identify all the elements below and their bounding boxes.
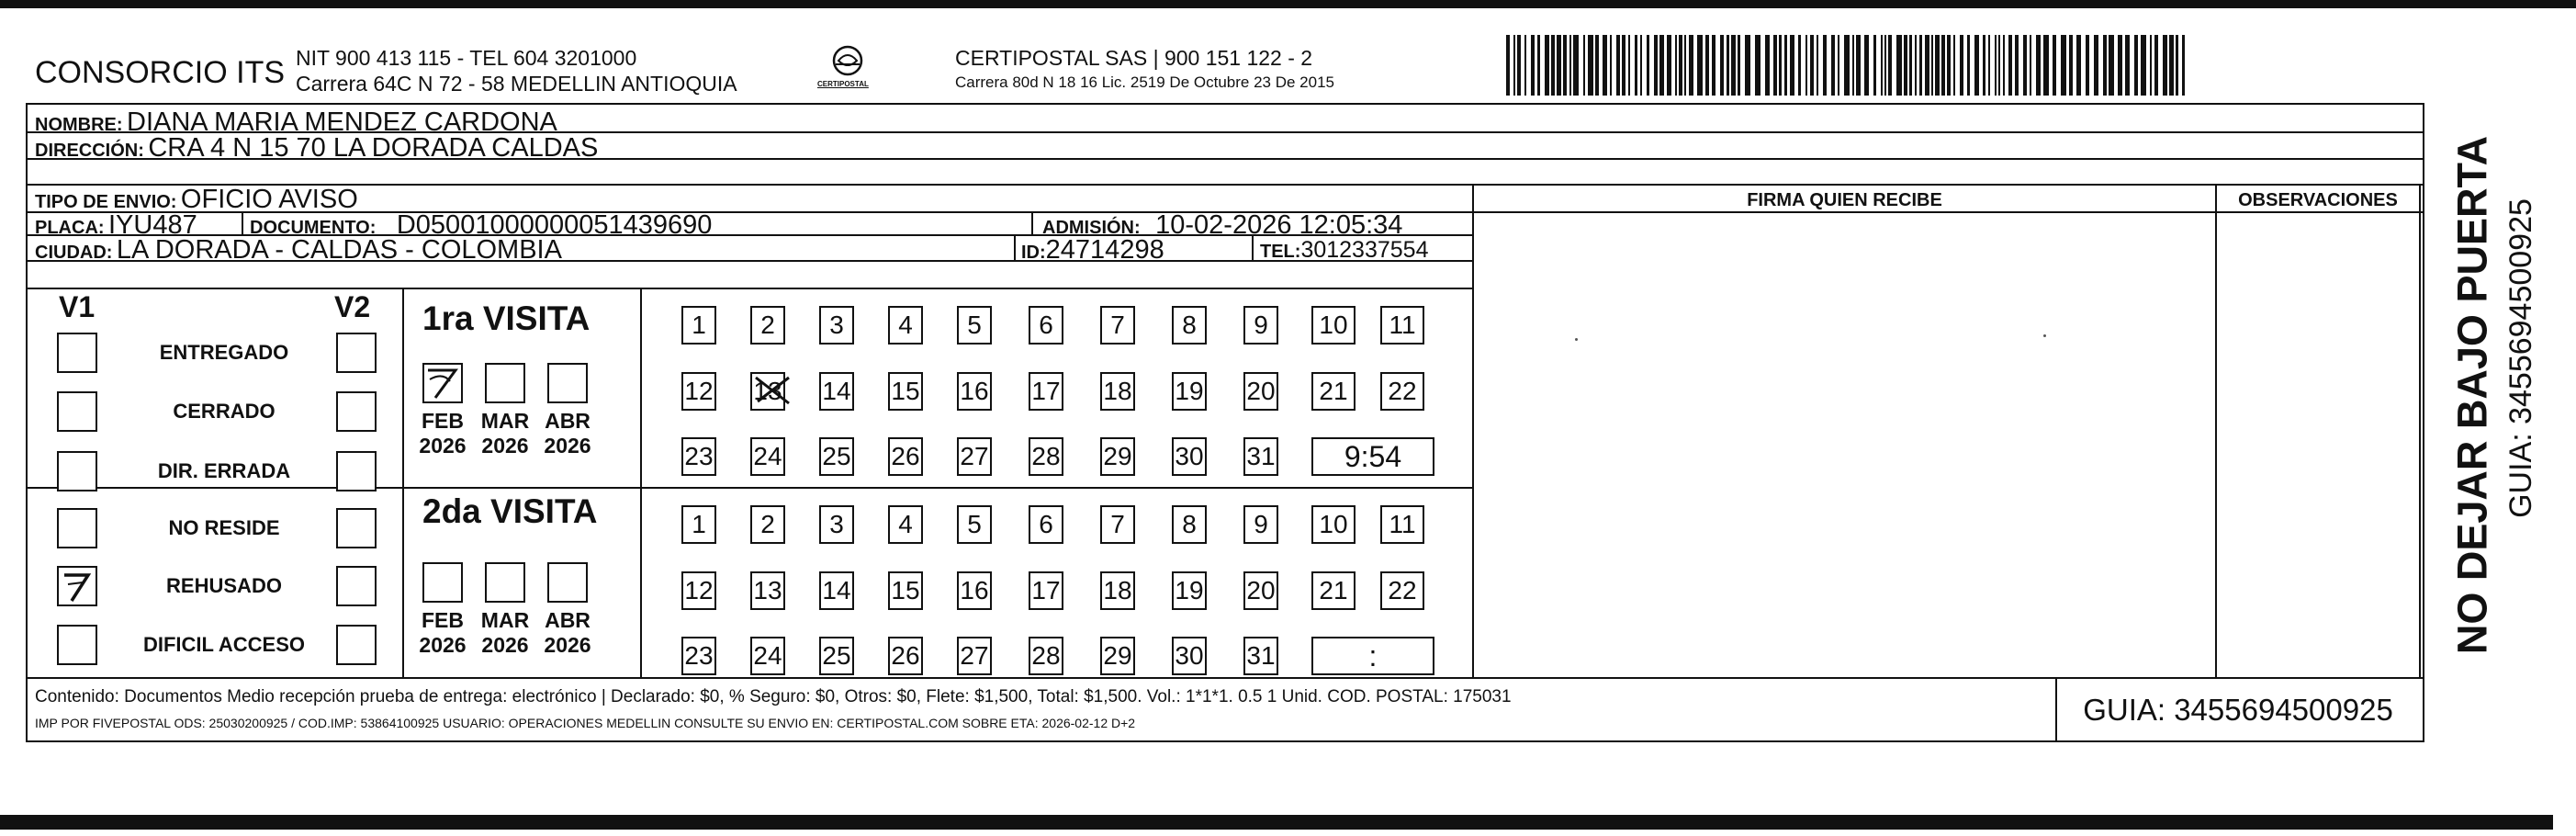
month-checkbox [422, 363, 463, 403]
day-cell: 6 [1029, 306, 1063, 345]
status-v1-checkbox [57, 625, 97, 665]
direccion-label: DIRECCIÓN: [35, 141, 144, 161]
day-cell: 11 [1380, 505, 1424, 544]
status-label: ENTREGADO [159, 341, 289, 364]
day-cell: 30 [1172, 437, 1207, 476]
day-cell: 26 [888, 637, 923, 675]
status-v2-checkbox [336, 566, 377, 606]
day-cell: 22 [1380, 372, 1424, 411]
barcode-bar [1995, 35, 1997, 96]
day-cell: 18 [1100, 571, 1135, 610]
tipo-envio-label: TIPO DE ENVIO: [35, 192, 177, 212]
day-cell: 18 [1100, 372, 1135, 411]
day-cell: 9 [1243, 306, 1278, 345]
day-cell: 13 [750, 571, 785, 610]
barcode-bar [1773, 35, 1777, 96]
row-line [28, 487, 1474, 489]
top-border-bar [0, 0, 2576, 8]
day-cell: 10 [1311, 505, 1355, 544]
nombre-value: DIANA MARIA MENDEZ CARDONA [127, 107, 557, 137]
id-label: ID: [1021, 243, 1046, 263]
v2-header: V2 [334, 290, 371, 323]
scan-dot [2043, 334, 2046, 337]
barcode-bar [1817, 35, 1818, 96]
admision-value: 10-02-2026 12:05:34 [1155, 210, 1403, 240]
day-cell: 29 [1100, 637, 1135, 675]
month-label: ABR 2026 [544, 608, 591, 658]
barcode-bar [1720, 35, 1724, 96]
month-label: MAR 2026 [480, 409, 530, 458]
barcode-bar [2103, 35, 2107, 96]
day-cell: 12 [681, 571, 716, 610]
month-checkbox [485, 562, 525, 603]
barcode-bar [2109, 35, 2114, 96]
day-cell: 23 [681, 437, 716, 476]
status-label: REHUSADO [166, 574, 282, 597]
day-cell: 3 [819, 505, 854, 544]
barcode-bar [1983, 35, 1985, 96]
footer-guia: GUIA: 3455694500925 [2083, 693, 2393, 727]
row-line [28, 184, 2424, 186]
status-v1-checkbox [57, 391, 97, 432]
day-cell: 27 [957, 437, 992, 476]
day-cell: 9 [1243, 505, 1278, 544]
placa-value: IYU487 [108, 210, 197, 240]
day-cell: 10 [1311, 306, 1355, 345]
barcode-bar [2154, 35, 2158, 96]
barcode-bar [1635, 35, 1637, 96]
month-label: ABR 2026 [544, 409, 591, 458]
barcode-bar [1909, 35, 1912, 96]
barcode-bar [1823, 35, 1827, 96]
side-guia: GUIA: 3455694500925 [2503, 198, 2538, 518]
status-v1-checkbox [57, 451, 97, 491]
barcode-bar [1755, 35, 1760, 96]
day-cell: 13 [750, 372, 785, 411]
day-cell: 4 [888, 306, 923, 345]
barcode-bar [2125, 35, 2130, 96]
day-cell: 25 [819, 437, 854, 476]
barcode-bar [1573, 35, 1579, 96]
scan-dot [1575, 338, 1578, 341]
barcode-bar [1679, 35, 1682, 96]
barcode-bar [1610, 35, 1612, 96]
status-v2-checkbox [336, 625, 377, 665]
status-v2-checkbox [336, 451, 377, 491]
barcode-bar [2176, 35, 2178, 96]
barcode-bar [1888, 35, 1892, 96]
status-v1-checkbox [57, 508, 97, 548]
barcode-bar [1545, 35, 1549, 96]
company-address: Carrera 64C N 72 - 58 MEDELLIN ANTIOQUIA [296, 72, 737, 96]
barcode-bar [1925, 35, 1929, 96]
firma-header: FIRMA QUIEN RECIBE [1747, 190, 1942, 210]
barcode-bar [1603, 35, 1607, 96]
day-cell: 20 [1243, 571, 1278, 610]
tel-value: 3012337554 [1300, 237, 1429, 263]
barcode-bar [1960, 35, 1963, 96]
month-checkbox [485, 363, 525, 403]
barcode-bar [1896, 35, 1902, 96]
barcode-bar [1779, 35, 1782, 96]
barcode-bar [1904, 35, 1907, 96]
nombre-label: NOMBRE: [35, 115, 123, 135]
documento-value: D05001000000051439690 [396, 210, 713, 240]
day-cell: 11 [1380, 306, 1424, 345]
column-divider [640, 288, 642, 677]
barcode-bar [2061, 35, 2066, 96]
barcode-bar [1988, 35, 1990, 96]
barcode-bar [2094, 35, 2098, 96]
barcode-bar [1557, 35, 1561, 96]
barcode-bar [1551, 35, 1555, 96]
barcode-bar [2003, 35, 2005, 96]
barcode-bar [2134, 35, 2138, 96]
barcode-bar [1784, 35, 1787, 96]
v1-header: V1 [59, 290, 96, 323]
barcode-bar [2043, 35, 2049, 96]
barcode-bar [2023, 35, 2027, 96]
day-cell: 20 [1243, 372, 1278, 411]
barcode-bar [1697, 35, 1703, 96]
day-cell: 30 [1172, 637, 1207, 675]
barcode-bar [2030, 35, 2031, 96]
tipo-envio-value: OFICIO AVISO [180, 185, 358, 214]
carrier-license: Carrera 80d N 18 16 Lic. 2519 De Octubre 23 De 2015 [955, 73, 1334, 91]
month-checkbox [547, 562, 588, 603]
status-v2-checkbox [336, 333, 377, 373]
day-cell: 2 [750, 505, 785, 544]
barcode-bar [1705, 35, 1709, 96]
barcode-bar [1684, 35, 1686, 96]
column-divider [2215, 184, 2217, 677]
barcode-bar [2008, 35, 2012, 96]
row-line [28, 288, 1474, 289]
row-line [28, 677, 2424, 679]
day-cell: 4 [888, 505, 923, 544]
status-v2-checkbox [336, 508, 377, 548]
column-divider [1472, 184, 1474, 677]
day-cell: 14 [819, 372, 854, 411]
id-value: 24714298 [1045, 235, 1164, 265]
direccion-row [35, 135, 598, 162]
day-cell: 27 [957, 637, 992, 675]
barcode-bar [1941, 35, 1945, 96]
nit-line: NIT 900 413 115 - TEL 604 3201000 [296, 46, 637, 70]
barcode-bar [1712, 35, 1715, 96]
barcode-bar [2076, 35, 2081, 96]
barcode-bar [2069, 35, 2073, 96]
day-cell: 8 [1172, 505, 1207, 544]
day-cell: 19 [1172, 372, 1207, 411]
day-cell: 1 [681, 505, 716, 544]
barcode-bar [1810, 35, 1814, 96]
day-cell: 24 [750, 637, 785, 675]
month-label: FEB 2026 [419, 409, 467, 458]
barcode-bar [1628, 35, 1630, 96]
tel-field [1260, 239, 1428, 262]
footer-contenido: Contenido: Documentos Medio recepción prueba de entrega: electrónico | Declarado: $0, % Seguro: $0, Otros: $0, Flete: $1,500, Total: $1,500. Vol.: 1*1*1. 0.5 1 Unid. COD. POSTAL: 175031 [35, 687, 1512, 706]
column-divider [1014, 234, 1016, 260]
day-cell: 28 [1029, 637, 1063, 675]
day-cell: 16 [957, 372, 992, 411]
barcode-bar [1727, 35, 1729, 96]
barcode-bar [1838, 35, 1839, 96]
barcode-bar [1563, 35, 1567, 96]
observaciones-header: OBSERVACIONES [2238, 190, 2398, 210]
barcode-bar [1831, 35, 1835, 96]
day-cell: 15 [888, 372, 923, 411]
day-cell: 14 [819, 571, 854, 610]
day-cell: 25 [819, 637, 854, 675]
barcode-bar [1513, 35, 1515, 96]
barcode-bar [1967, 35, 1970, 96]
barcode-bar [1953, 35, 1955, 96]
day-cell: 28 [1029, 437, 1063, 476]
logo-label: CERTIPOSTAL [817, 80, 869, 88]
day-cell: 19 [1172, 571, 1207, 610]
barcode-bar [1790, 35, 1794, 96]
barcode-bar [1844, 35, 1850, 96]
status-v1-checkbox [57, 333, 97, 373]
column-divider [1031, 211, 1033, 234]
barcode-bar [1506, 35, 1510, 96]
barcode-bar [2118, 35, 2122, 96]
barcode-bar [1974, 35, 1979, 96]
barcode-bar [1517, 35, 1521, 96]
ciudad-field [35, 237, 562, 264]
status-v1-checkbox [57, 566, 97, 606]
barcode-bar [1915, 35, 1917, 96]
time-box: : [1311, 637, 1434, 675]
barcode-bar [1998, 35, 2000, 96]
barcode-bar [1654, 35, 1658, 96]
barcode-bar [1931, 35, 1933, 96]
barcode-bar [1745, 35, 1750, 96]
day-cell: 7 [1100, 306, 1135, 345]
status-label: DIFICIL ACCESO [142, 633, 305, 656]
column-divider [402, 288, 404, 677]
barcode-bar [2169, 35, 2174, 96]
ciudad-value: LA DORADA - CALDAS - COLOMBIA [116, 235, 562, 265]
ciudad-label: CIUDAD: [35, 243, 113, 263]
day-cell: 7 [1100, 505, 1135, 544]
barcode-bar [1689, 35, 1693, 96]
tel-label: TEL: [1260, 242, 1301, 262]
barcode-bar [1537, 35, 1540, 96]
visit1-title: 1ra VISITA [422, 299, 591, 337]
status-label: DIR. ERRADA [157, 459, 291, 482]
visit2-title: 2da VISITA [422, 492, 598, 530]
barcode-bar [1524, 35, 1526, 96]
day-cell: 31 [1243, 437, 1278, 476]
barcode [1506, 35, 2195, 96]
barcode-bar [1622, 35, 1625, 96]
day-cell: 15 [888, 571, 923, 610]
day-cell: 12 [681, 372, 716, 411]
day-cell: 23 [681, 637, 716, 675]
day-cell: 5 [957, 505, 992, 544]
day-cell: 2 [750, 306, 785, 345]
barcode-bar [2086, 35, 2089, 96]
barcode-bar [2053, 35, 2056, 96]
day-cell: 31 [1243, 637, 1278, 675]
barcode-bar [1531, 35, 1535, 96]
status-v2-checkbox [336, 391, 377, 432]
day-cell: 24 [750, 437, 785, 476]
day-cell: 21 [1311, 571, 1355, 610]
day-cell: 6 [1029, 505, 1063, 544]
placa-label: PLACA: [35, 218, 105, 238]
direccion-value: CRA 4 N 15 70 LA DORADA CALDAS [148, 133, 599, 163]
day-cell: 8 [1172, 306, 1207, 345]
barcode-bar [1864, 35, 1869, 96]
barcode-bar [1647, 35, 1649, 96]
day-cell: 16 [957, 571, 992, 610]
barcode-bar [1616, 35, 1620, 96]
day-cell: 22 [1380, 571, 1424, 610]
barcode-bar [2182, 35, 2185, 96]
barcode-bar [2163, 35, 2167, 96]
month-label: MAR 2026 [480, 608, 530, 658]
barcode-bar [1881, 35, 1883, 96]
barcode-bar [1583, 35, 1585, 96]
nombre-row [35, 109, 557, 136]
barcode-bar [1569, 35, 1571, 96]
day-cell: 29 [1100, 437, 1135, 476]
day-cell: 17 [1029, 571, 1063, 610]
day-cell: 21 [1311, 372, 1355, 411]
barcode-bar [2150, 35, 2152, 96]
time-box: 9:54 [1311, 437, 1434, 476]
bottom-border-bar [0, 815, 2553, 830]
carrier-line: CERTIPOSTAL SAS | 900 151 122 - 2 [955, 46, 1313, 70]
column-divider [2419, 184, 2421, 677]
id-field [1021, 237, 1164, 264]
barcode-bar [1919, 35, 1922, 96]
barcode-bar [1640, 35, 1642, 96]
day-cell: 1 [681, 306, 716, 345]
barcode-bar [1852, 35, 1854, 96]
month-label: FEB 2026 [419, 608, 467, 658]
no-dejar-warning: NO DEJAR BAJO PUERTA [2448, 135, 2496, 655]
barcode-bar [1588, 35, 1593, 96]
day-cell: 5 [957, 306, 992, 345]
barcode-bar [1595, 35, 1599, 96]
column-divider [242, 211, 243, 234]
barcode-bar [1675, 35, 1677, 96]
barcode-bar [1947, 35, 1951, 96]
barcode-bar [1738, 35, 1740, 96]
barcode-bar [1873, 35, 1876, 96]
day-cell: 17 [1029, 372, 1063, 411]
month-checkbox [422, 562, 463, 603]
barcode-bar [2036, 35, 2041, 96]
barcode-bar [1667, 35, 1671, 96]
barcode-bar [1731, 35, 1736, 96]
barcode-bar [1935, 35, 1940, 96]
company-name: CONSORCIO ITS [35, 55, 286, 90]
day-cell: 26 [888, 437, 923, 476]
barcode-bar [2141, 35, 2146, 96]
barcode-bar [1765, 35, 1770, 96]
certipostal-logo [816, 42, 880, 97]
status-label: CERRADO [173, 400, 276, 423]
day-cell: 3 [819, 306, 854, 345]
documento-label: DOCUMENTO: [250, 218, 377, 238]
footer-imp: IMP POR FIVEPOSTAL ODS: 25030200925 / COD.IMP: 53864100925 USUARIO: OPERACIONES MEDELLIN CONSULTE SU ENVIO EN: CERTIPOSTAL.COM SOBRE ETA: 2026-02-12 D+2 [35, 716, 1136, 730]
barcode-bar [2015, 35, 2019, 96]
barcode-bar [1805, 35, 1807, 96]
status-label: NO RESIDE [168, 516, 280, 539]
barcode-bar [1798, 35, 1801, 96]
barcode-bar [1659, 35, 1664, 96]
tipo-envio-row [35, 186, 358, 213]
admision-label: ADMISIÓN: [1042, 218, 1141, 238]
barcode-bar [1856, 35, 1861, 96]
side-text [2428, 135, 2566, 655]
month-checkbox [547, 363, 588, 403]
barcode-bar [1884, 35, 1886, 96]
